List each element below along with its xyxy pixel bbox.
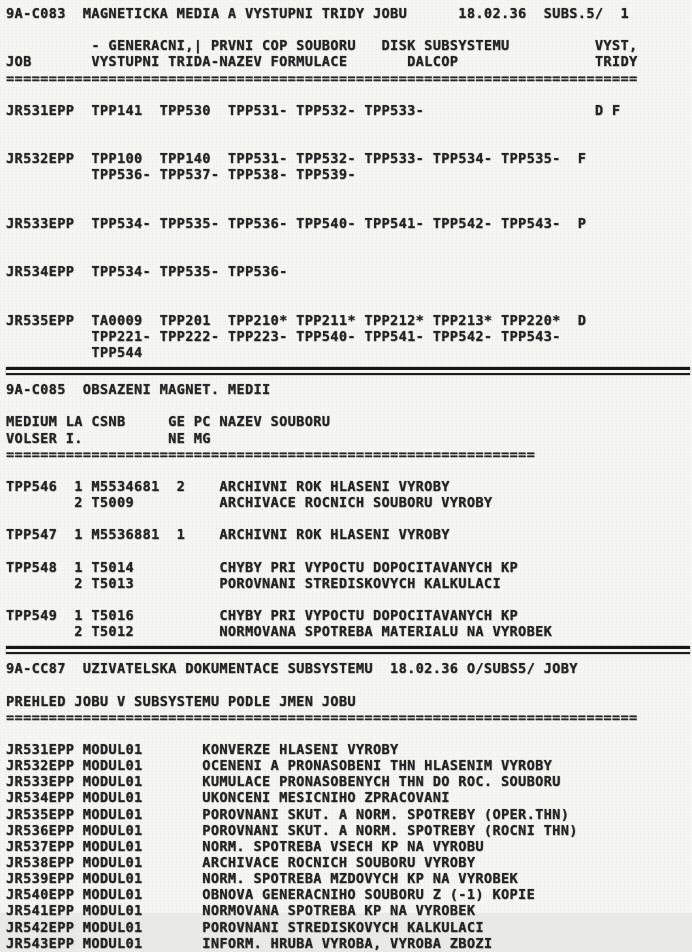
printout-line: JR535EPP TA0009 TPP201 TPP210* TPP211* TPP212* TPP213* TPP220* D xyxy=(6,312,587,329)
printout-line: JOB VYSTUPNI TRIDA-NAZEV FORMULACE DALCOP TRIDY xyxy=(6,54,638,71)
printout-line: 9A-C083 MAGNETICKA MEDIA A VYSTUPNI TRIDY JOBU 18.02.36 SUBS.5/ 1 xyxy=(6,6,629,22)
printout-line: JR540EPP MODUL01 OBNOVA GENERACNIHO SOUBORU Z (-1) KOPIE xyxy=(6,887,536,904)
printout-line: - GENERACNI,| PRVNI COP SOUBORU DISK SUBSYSTEMU VYST, xyxy=(6,38,638,55)
printout-line: JR537EPP MODUL01 NORM. SPOTREBA VSECH KP NA VYROBU xyxy=(6,838,484,855)
printout-line: 2 T5009 ARCHIVACE ROCNICH SOUBORU VYROBY xyxy=(6,495,493,512)
printout-line: TPP536- TPP537- TPP538- TPP539- xyxy=(6,167,356,184)
printout-line xyxy=(6,184,692,200)
printout-line: 2 T5012 NORMOVANA SPOTREBA MATERIALU NA VYROBEK xyxy=(6,624,553,641)
printout-line xyxy=(6,592,692,608)
printout-line xyxy=(6,544,692,560)
printout-line: TPP549 1 T5016 CHYBY PRI VYPOCTU DOPOCITAVANYCH KP xyxy=(6,608,519,625)
printout-line xyxy=(6,463,692,479)
printout-line: TPP547 1 M5536881 1 ARCHIVNI ROK HLASENI VYROBY xyxy=(6,527,450,544)
printout-line: JR541EPP MODUL01 NORMOVANA SPOTREBA KP NA VYROBEK xyxy=(6,903,476,920)
section-uzivatelska-dokumentace-subsystemu xyxy=(6,661,692,952)
printout-line: JR531EPP TPP141 TPP530 TPP531- TPP532- TPP533- D F xyxy=(6,102,621,119)
printout-line xyxy=(6,398,692,414)
printout-line: JR536EPP MODUL01 POROVNANI SKUT. A NORM. SPOTREBY (ROCNI THN) xyxy=(6,822,578,839)
printout-line: 9A-CC87 UZIVATELSKA DOKUMENTACE SUBSYSTEMU 18.02.36 O/SUBS5/ JOBY xyxy=(6,661,578,678)
printout-line: JR533EPP MODUL01 KUMULACE PRONASOBENYCH THN DO ROC. SOUBORU xyxy=(6,774,561,791)
printout-line: ========================================================================== xyxy=(6,709,638,726)
printout-line xyxy=(6,135,692,151)
section-divider-rule xyxy=(6,646,690,654)
printout-line xyxy=(6,119,692,135)
printout-line: TPP544 xyxy=(6,344,143,361)
section-obsazeni-magnetickych-medii xyxy=(6,382,692,640)
printout-line: JR535EPP MODUL01 POROVNANI SKUT. A NORM. SPOTREBY (OPER.THN) xyxy=(6,806,570,823)
printout-line: JR543EPP MODUL01 INFORM. HRUBA VYROBA, VYROBA ZBOZI xyxy=(6,935,493,952)
printout xyxy=(6,6,692,952)
printout-line: JR538EPP MODUL01 ARCHIVACE ROCNICH SOUBORU VYROBY xyxy=(6,855,476,872)
printout-line: 2 T5013 POROVNANI STREDISKOVYCH KALKULACI xyxy=(6,575,501,592)
printout-line xyxy=(6,22,692,38)
printout-line: TPP546 1 M5534681 2 ARCHIVNI ROK HLASENI VYROBY xyxy=(6,478,450,495)
printout-line: JR534EPP MODUL01 UKONCENI MESICNIHO ZPRACOVANI xyxy=(6,790,450,807)
section-magneticka-media-a-vystupni-tridy-jobu xyxy=(6,6,692,361)
printout-line: ============================================================== xyxy=(6,446,536,463)
printout-line: JR532EPP MODUL01 OCENENI A PRONASOBENI THN HLASENIM VYROBY xyxy=(6,758,553,775)
printout-line: JR539EPP MODUL01 NORM. SPOTREBA MZDOVYCH KP NA VYROBEK xyxy=(6,871,519,888)
printout-line: PREHLED JOBU V SUBSYSTEMU PODLE JMEN JOBU xyxy=(6,693,356,710)
printout-line xyxy=(6,200,692,216)
printout-line xyxy=(6,726,692,742)
printout-line xyxy=(6,248,692,264)
section-divider-rule xyxy=(6,367,690,375)
printout-line: JR542EPP MODUL01 POROVNANI STREDISKOVYCH KALKULACI xyxy=(6,919,484,936)
printout-line xyxy=(6,677,692,693)
printout-line: JR534EPP TPP534- TPP535- TPP536- xyxy=(6,264,288,281)
printout-line: JR533EPP TPP534- TPP535- TPP536- TPP540- TPP541- TPP542- TPP543- P xyxy=(6,215,587,232)
printout-line: ========================================================================== xyxy=(6,70,638,87)
printout-line xyxy=(6,297,692,313)
printout-line xyxy=(6,232,692,248)
printout-line xyxy=(6,280,692,296)
printout-line: VOLSER I. NE MG xyxy=(6,430,211,447)
printout-line: TPP548 1 T5014 CHYBY PRI VYPOCTU DOPOCITAVANYCH KP xyxy=(6,559,519,576)
printout-line xyxy=(6,511,692,527)
printout-line: 9A-C085 OBSAZENI MAGNET. MEDII xyxy=(6,382,271,399)
printout-line: MEDIUM LA CSNB GE PC NAZEV SOUBORU xyxy=(6,414,331,431)
printout-line: JR531EPP MODUL01 KONVERZE HLASENI VYROBY xyxy=(6,742,399,759)
printout-line: JR532EPP TPP100 TPP140 TPP531- TPP532- TPP533- TPP534- TPP535- F xyxy=(6,151,587,168)
printout-line xyxy=(6,87,692,103)
printout-line: TPP221- TPP222- TPP223- TPP540- TPP541- TPP542- TPP543- xyxy=(6,328,561,345)
